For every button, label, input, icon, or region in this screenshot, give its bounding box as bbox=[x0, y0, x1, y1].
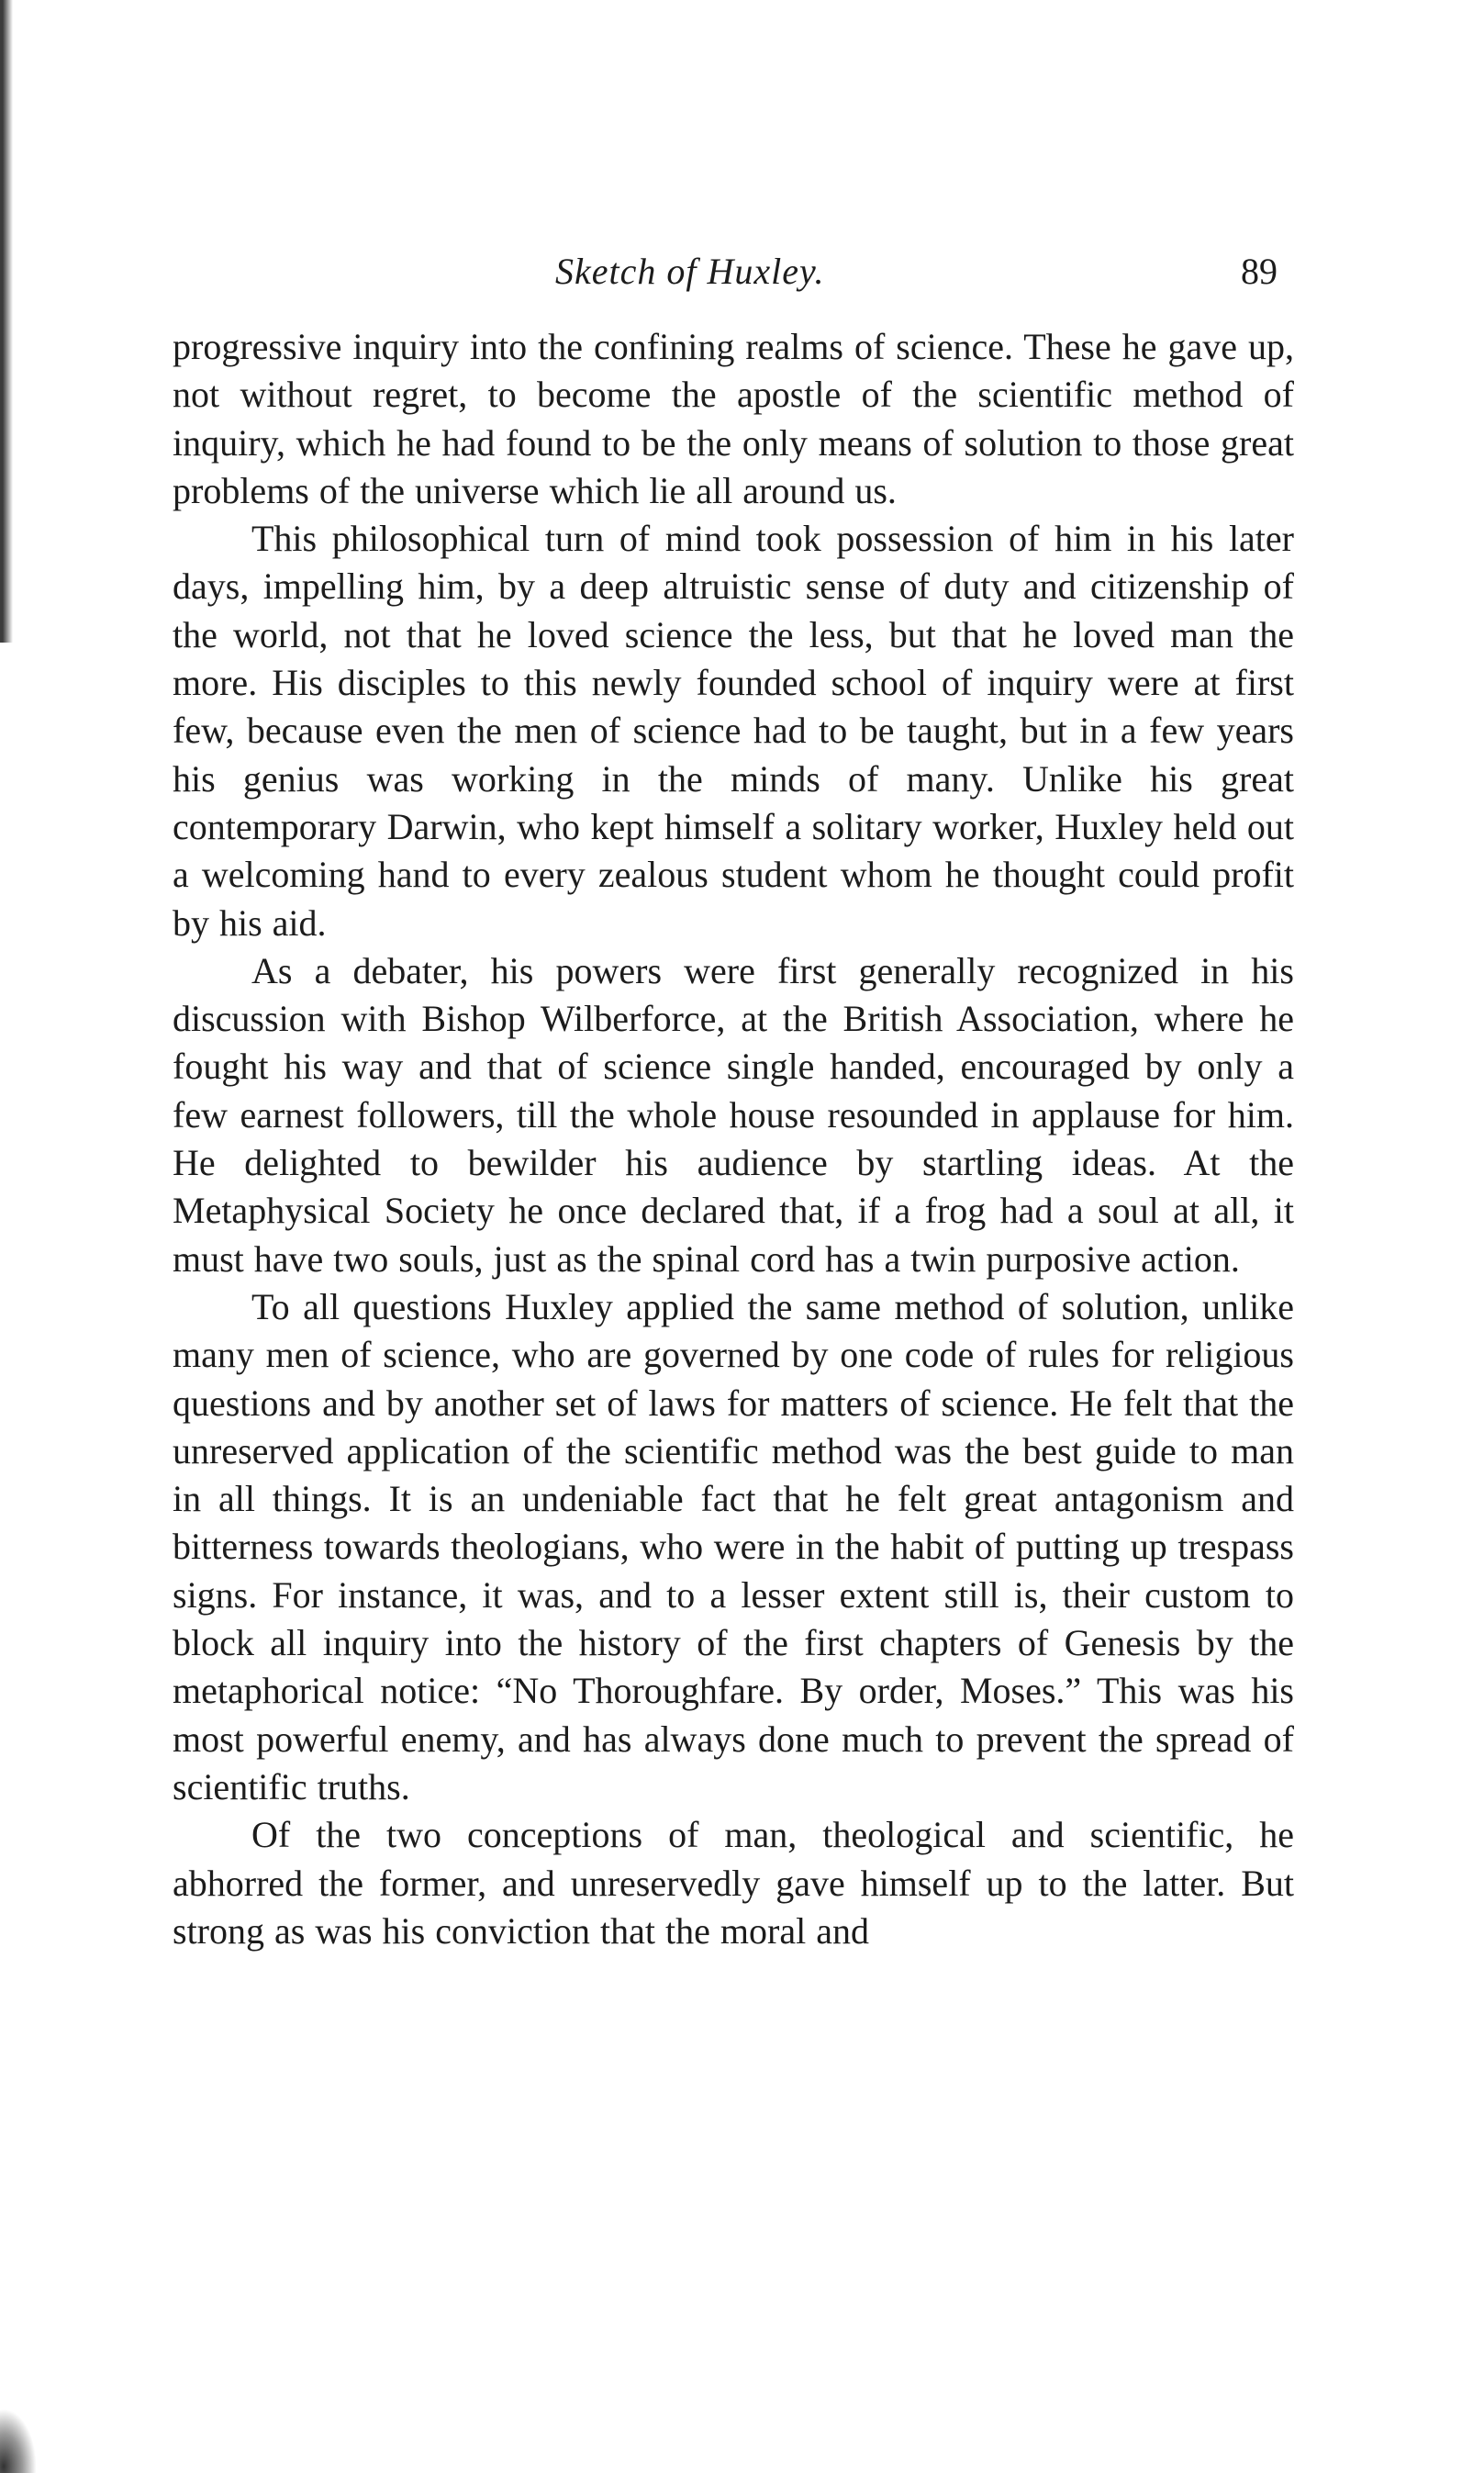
paragraph-2: This philosophical turn of mind took possession of him in his later days, impelling him, by a deep altruistic sense of duty and citizenship of the world, not that he loved science the less, but that he loved man the more. His disciples to this newly founded school of inquiry were at first few, because even the men of science had to be taught, but in a few years his genius was working in the minds of many. Unlike his great contemporary Darwin, who kept himself a solitary worker, Huxley held out a welcoming hand to every zealous student whom he thought could profit by his aid. bbox=[173, 518, 1294, 944]
running-title: Sketch of Huxley. bbox=[555, 251, 825, 292]
paragraph-1: progressive inquiry into the confining realms of science. These he gave up, not without regret, to become the apostle of the scientific method of inquiry, which he had found to be the only means of solution to those great problems of the universe which lie all around us. bbox=[173, 326, 1294, 511]
running-head bbox=[0, 250, 1484, 305]
page-body bbox=[173, 323, 1294, 1955]
page-number: 89 bbox=[1241, 251, 1278, 292]
paragraph-5: Of the two conceptions of man, theological and scientific, he abhorred the former, and unreservedly gave himself up to the latter. But strong as was his conviction that the moral and bbox=[173, 1814, 1294, 1952]
paragraph-3: As a debater, his powers were first generally recognized in his discussion with Bishop Wilberforce, at the British Association, where he fought his way and that of science single handed, encouraged by only a few earnest followers, till the whole house resounded in applause for him. He delighted to bewilder his audience by startling ideas. At the Metaphysical Society he once declared that, if a frog had a soul at all, it must have two souls, just as the spinal cord has a twin purposive action. bbox=[173, 949, 1294, 1280]
scan-corner-smudge bbox=[0, 2409, 37, 2473]
paragraph-4: To all questions Huxley applied the same method of solution, unlike many men of science, who are governed by one code of rules for religious questions and by another set of laws for matters of science. He felt that the unreserved application of the scientific method was the best guide to man in all things. It is an undeniable fact that he felt great antagonism and bitterness towards theologians, who were in the habit of putting up trespass signs. For instance, it was, and to a lesser extent still is, their custom to block all inquiry into the history of the first chapters of Genesis by the metaphorical notice: “No Thoroughfare. By order, Moses.” This was his most powerful enemy, and has always done much to prevent the spread of scientific truths. bbox=[173, 1285, 1294, 1807]
scan-binding-edge bbox=[0, 0, 13, 643]
